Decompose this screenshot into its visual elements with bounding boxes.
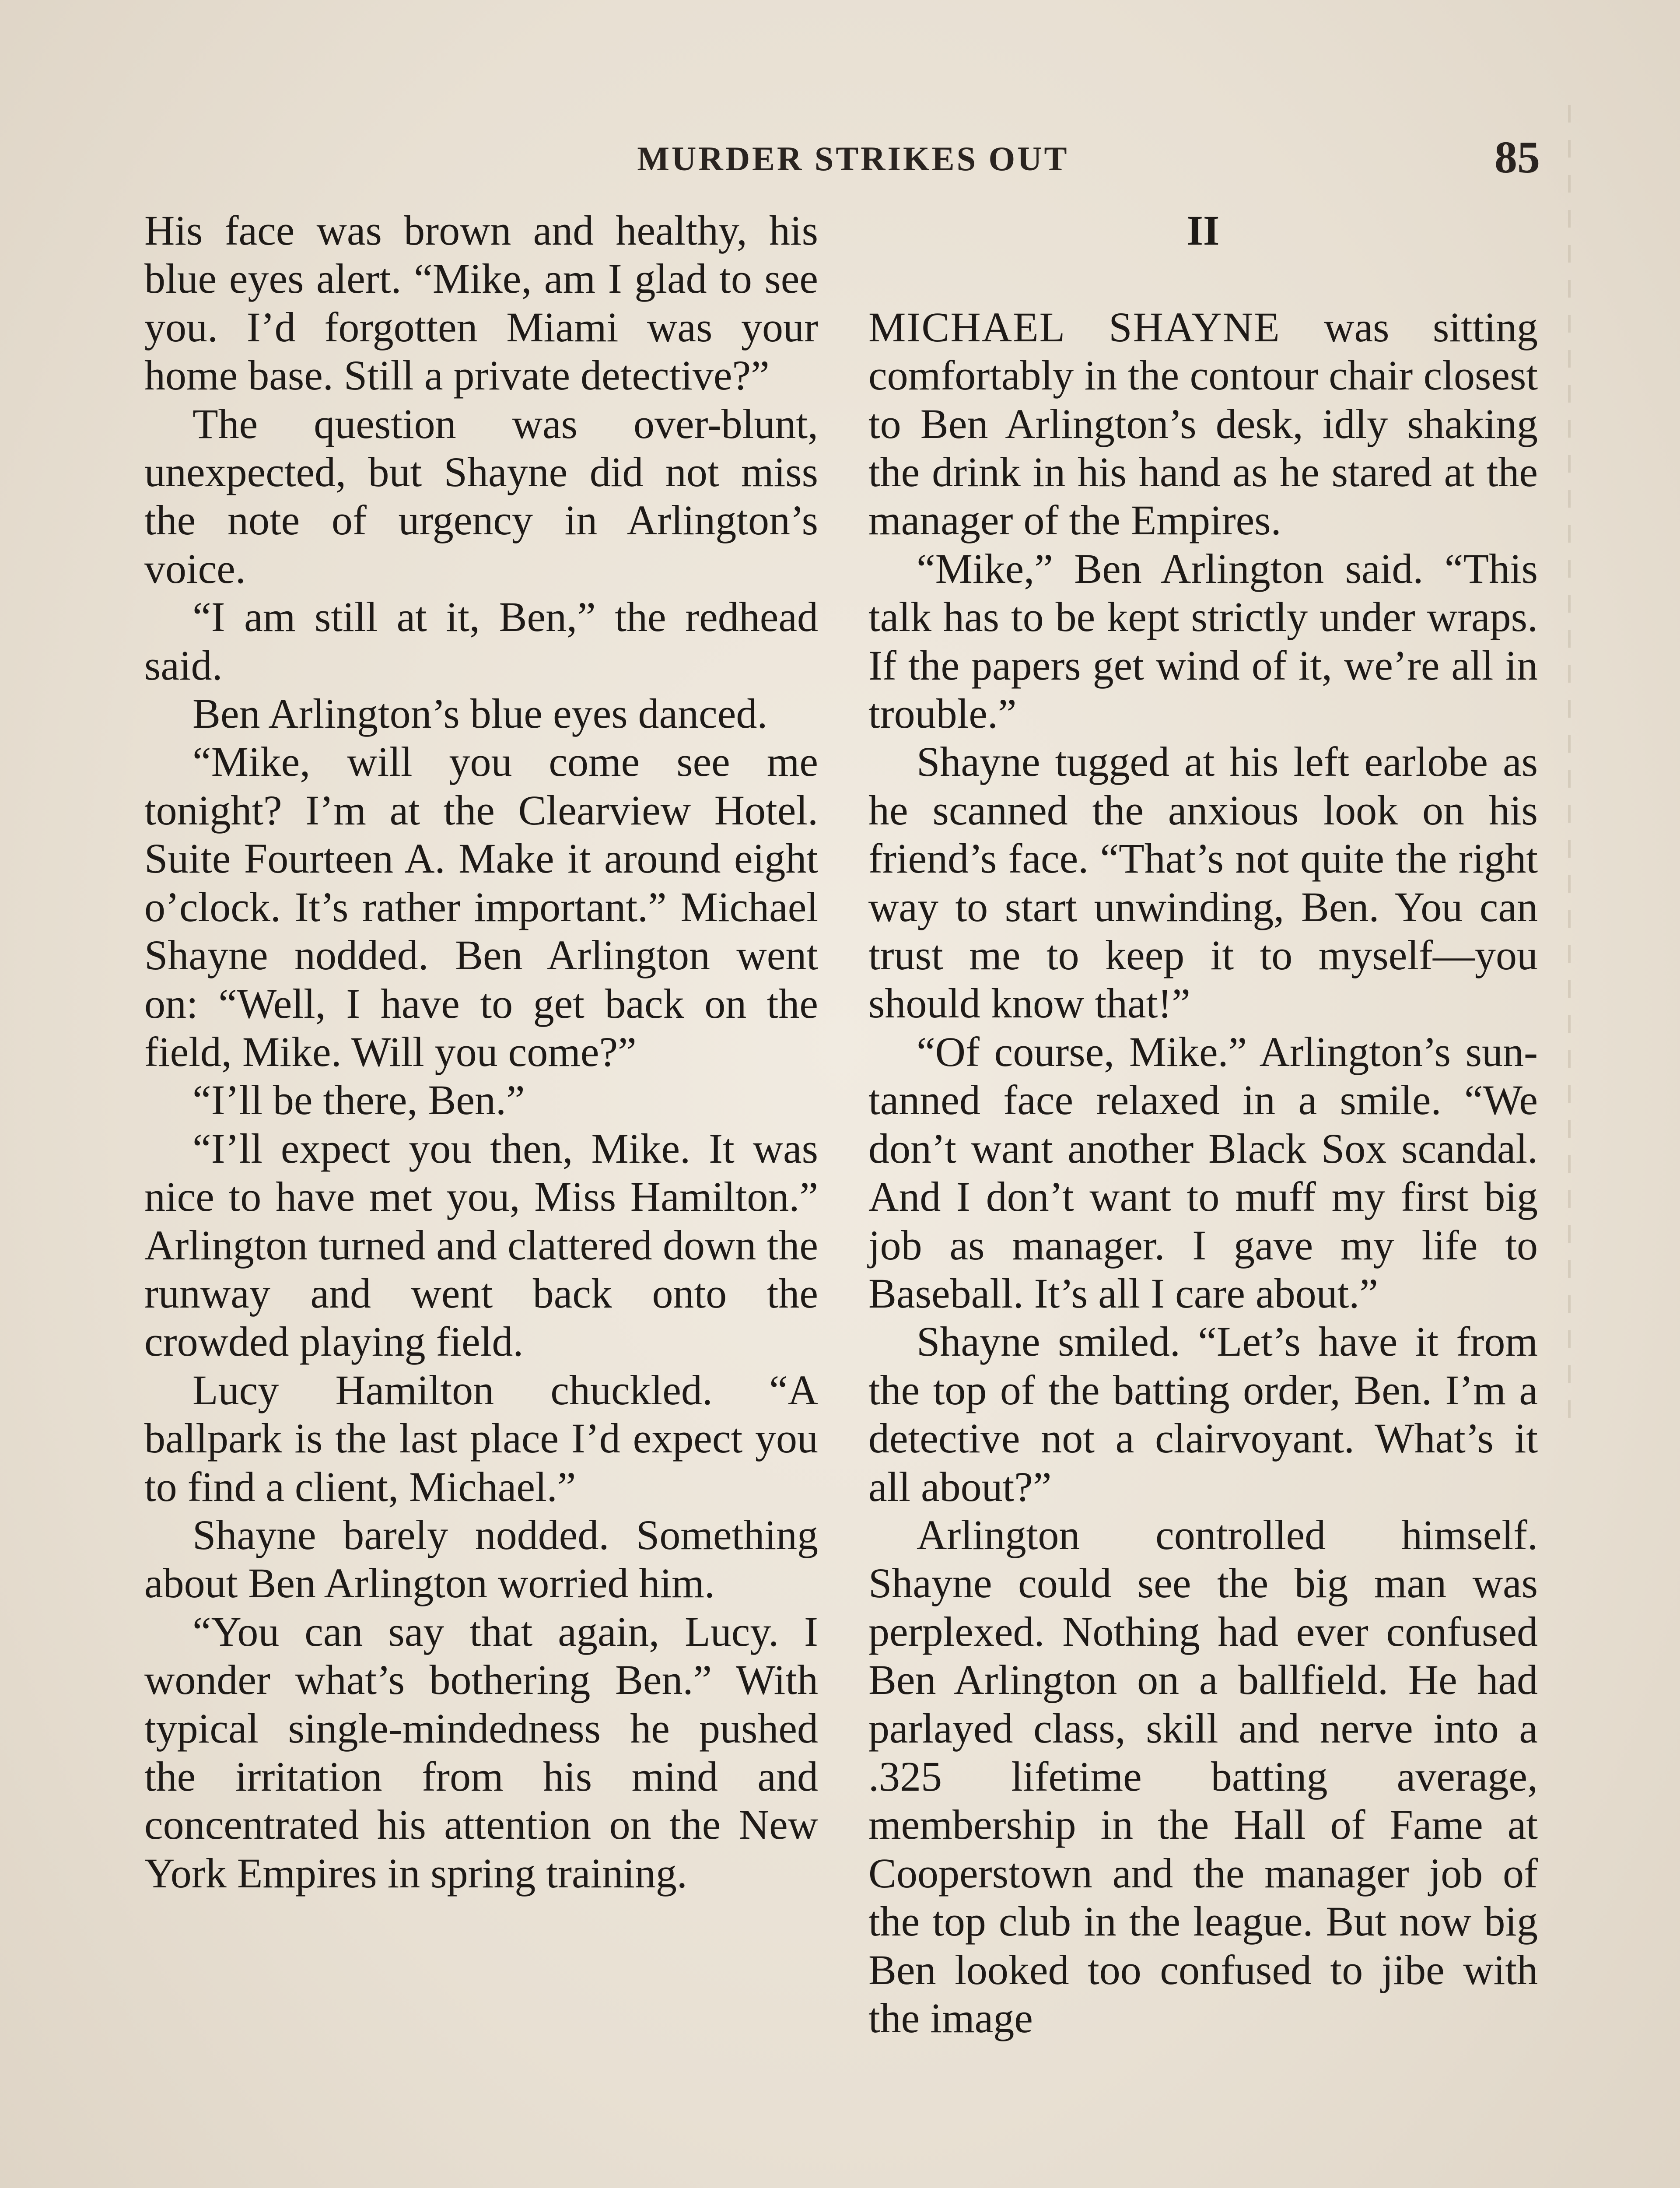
paragraph: “Mike,” Ben Arlington said. “This talk has to be kept strictly under wraps. If the papers get wind of it, we’re all in trouble.” bbox=[868, 545, 1538, 737]
paragraph: “I’ll be there, Ben.” bbox=[192, 1076, 525, 1124]
paragraph: Arlington controlled himself. Shayne could see the big man was perplexed. Nothing had ever confused Ben Arlington on a ballfield. He had parlayed class, skill and nerve into a .325 lifetime batting average, membership in the Hall of Fame at Cooperstown and the manager job of the top club in the league. But now big Ben looked too confused to jibe with the image bbox=[868, 1511, 1538, 2041]
paragraph: Lucy Hamilton chuckled. “A ballpark is the last place I’d expect you to find a client, Michael.” bbox=[144, 1366, 818, 1510]
paragraph: “I’ll expect you then, Mike. It was nice to have met you, Miss Hamilton.” Arlington turned and clattered down the runway and went back onto the crowded playing field. bbox=[144, 1125, 818, 1365]
paragraph: His face was brown and healthy, his blue eyes alert. “Mike, am I glad to see you. I’d forgotten Miami was your home base. Still a private detective?” bbox=[144, 207, 818, 399]
chapter-number: II bbox=[1186, 207, 1220, 254]
paragraph: “You can say that again, Lucy. I wonder what’s bothering Ben.” With typical single-mindedness he pushed the irritation from his mind and concentrated his attention on the New York Empires in spring training. bbox=[144, 1608, 818, 1897]
right-column bbox=[868, 207, 1538, 2042]
paragraph: Shayne tugged at his left earlobe as he scanned the anxious look on his friend’s face. “That’s not quite the right way to start unwinding, Ben. You can trust me to keep it to myself—you should know that!” bbox=[868, 738, 1538, 1027]
paragraph: “Mike, will you come see me tonight? I’m at the Clearview Hotel. Suite Fourteen A. Make it around eight o’clock. It’s rather important.” Michael Shayne nodded. Ben Arlington went on: “Well, I have to get back on the field, Mike. Will you come?” bbox=[144, 738, 818, 1075]
opening-text: was sitting comfortably in the contour chair closest to Ben Arlington’s desk, idly shaking the drink in his hand as he stared at the manager of the Empires. bbox=[868, 303, 1538, 544]
paragraph: Ben Arlington’s blue eyes danced. bbox=[192, 690, 768, 737]
page-edge bbox=[1568, 105, 1571, 1418]
left-column bbox=[144, 207, 818, 1897]
running-title: MURDER STRIKES OUT bbox=[637, 140, 1069, 178]
paragraph: Shayne smiled. “Let’s have it from the top of the batting order, Ben. I’m a detective not a clairvoyant. What’s it all about?” bbox=[868, 1318, 1538, 1510]
paragraph: The question was over-blunt, unexpected, but Shayne did not miss the note of urgency in Arlington’s voice. bbox=[144, 400, 818, 592]
paragraph: Shayne barely nodded. Something about Ben Arlington worried him. bbox=[144, 1511, 818, 1607]
paragraph: “I am still at it, Ben,” the redhead said. bbox=[144, 593, 818, 689]
opening-smallcaps: MICHAEL SHAYNE bbox=[868, 303, 1281, 351]
chapter-spacer bbox=[868, 255, 1538, 303]
page-number: 85 bbox=[1494, 132, 1540, 182]
chapter-opening-paragraph bbox=[868, 303, 1538, 545]
paragraph: “Of course, Mike.” Arlington’s sun-tanned face relaxed in a smile. “We don’t want another Black Sox scandal. And I don’t want to muff my first big job as manager. I gave my life to Baseball. It’s all I care about.” bbox=[868, 1028, 1538, 1317]
